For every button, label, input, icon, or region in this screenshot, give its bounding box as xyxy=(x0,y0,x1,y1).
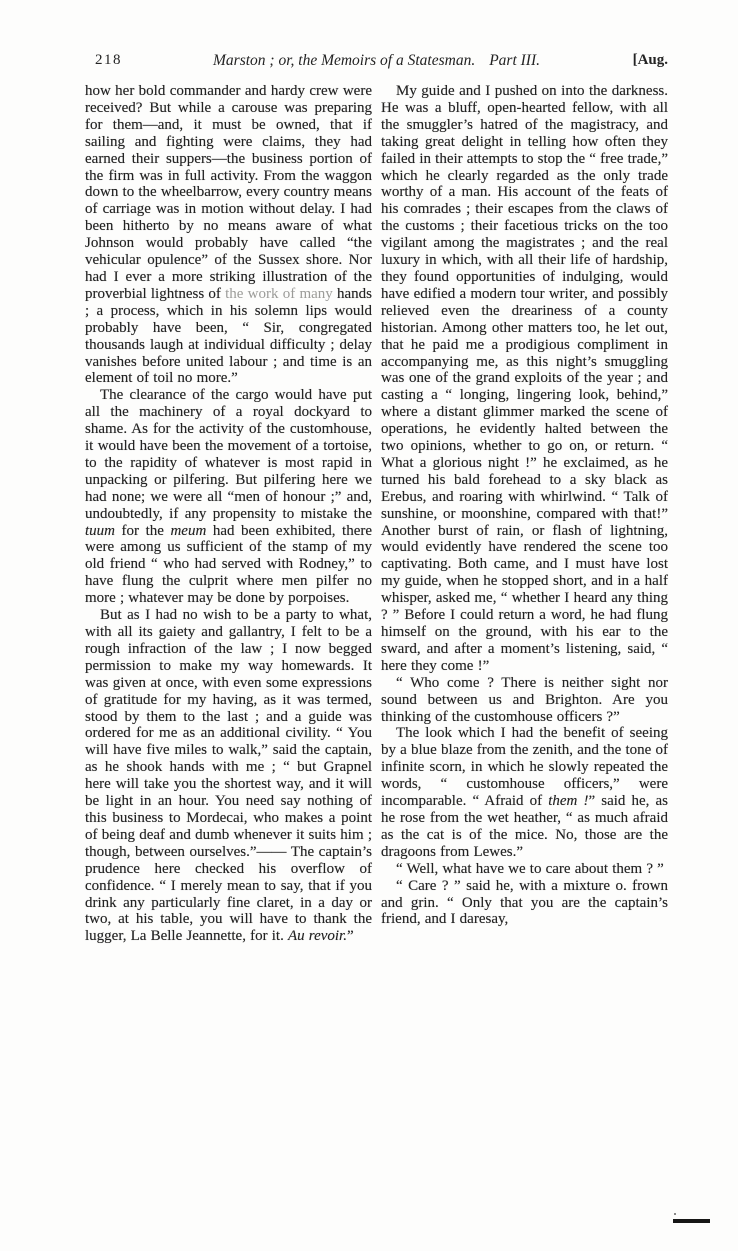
left-column xyxy=(85,83,372,945)
paragraph xyxy=(381,725,668,860)
paragraph xyxy=(381,861,668,878)
text-segment: the work of many xyxy=(225,285,333,302)
paragraph xyxy=(85,387,372,607)
text-segment: them ! xyxy=(548,793,589,810)
text-segment: “ Who come ? There is neither sight nor sound between us and Brighton. Are you thinking of the customhouse officers ?” xyxy=(381,674,668,725)
text-segment: “ Care ? ” said he, with a mixture o. frown and grin. “ Only that you are the captain’s friend, and I daresay, xyxy=(381,877,668,928)
text-segment: But as I had no wish to be a party to what, with all its gaiety and gallantry, I felt to be a rough infraction of the law ; I now begged permission to make my way homewards. It was given at once, with even some expressions of gratitude for my having, as it was termed, stood by them to the last ; and a guide was ordered for me as an additional civility. “ You will have five miles to walk,” said the captain, as he shook hands with me ; “ but Grapnel here will take you the shortest way, and it will be light in an hour. You need say nothing of this business to Mordecai, who makes a point of being deaf and dumb whenever it suits him ; though, between ourselves.”—— The captain’s prudence here checked his overflow of confidence. “ I merely mean to say, that if you drink any particularly fine claret, in a day or two, at his table, you will have to thank the lugger, La Belle Jeannette, for it. xyxy=(85,607,372,945)
paragraph xyxy=(381,878,668,929)
issue-date-marker: [Aug. xyxy=(632,52,668,68)
running-title: Marston ; or, the Memoirs of a Statesman. xyxy=(213,52,476,69)
text-segment: tuum xyxy=(85,522,115,539)
text-segment: The look which I had the benefit of seeing by a blue blaze from the zenith, and the tone of infinite scorn, in which he slowly repeated the words, “ customhouse officers,” were incomparable. “ Afraid of xyxy=(381,725,668,810)
paragraph xyxy=(85,607,372,945)
text-segment: how her bold commander and hardy crew were received? But while a carouse was preparing for them—and, it must be owned, that if sailing and fighting were claims, they had earned their suppers—the business portion of the firm was in full activity. From the waggon down to the wheelbarrow, every country means of carriage was in motion without delay. I had been hitherto by no means aware of what Johnson would probably have called “the vehicular opulence” of the Sussex shore. Nor had I ever a more striking illustration of the proverbial lightness of xyxy=(85,83,372,302)
paragraph xyxy=(85,83,372,387)
scan-speck-artifact xyxy=(674,1213,676,1215)
text-segment: had been exhibited, there were among us sufficient of the stamp of my old friend “ who had served with Rodney,” to have flung the culprit where men pilfer no more ; whatever may be done by porpoises. xyxy=(85,522,373,607)
running-head xyxy=(85,52,668,74)
text-segment: ” said he, as he rose from the wet heather, “ as much afraid as the cat is of the mice. No, those are the dragoons from Lewes.” xyxy=(381,793,668,860)
text-segment: Au revoir. xyxy=(287,928,347,945)
text-segment: for the xyxy=(115,522,171,539)
page-number: 218 xyxy=(95,52,122,68)
scan-bar-artifact xyxy=(673,1219,710,1223)
right-column xyxy=(381,83,668,928)
running-part: Part III. xyxy=(489,52,540,69)
text-segment: meum xyxy=(170,522,207,539)
paragraph xyxy=(381,675,668,726)
paragraph xyxy=(381,83,668,675)
text-segment: ” xyxy=(347,928,354,945)
text-segment: “ Well, what have we to care about them ? ” xyxy=(396,860,664,877)
text-segment: hands ; a process, which in his solemn lips would probably have been, “ Sir, congregated thousands laugh at individual difficulty ; delay vanishes before united labour ; and time is an element of toil no more.” xyxy=(85,285,372,387)
text-segment: The clearance of the cargo would have put all the machinery of a royal dockyard to shame. As for the activity of the customhouse, it would have been the movement of a tortoise, to the rapidity of whatever is most rapid in unpacking or pilfering. But pilfering here we had none; we were all “men of honour ;” and, undoubtedly, if any propensity to mistake the xyxy=(85,387,372,522)
text-segment: My guide and I pushed on into the darkness. He was a bluff, open-hearted fellow, with all the smuggler’s hatred of the magistracy, and taking great delight in telling how often they failed in their attempts to stop the “ free trade,” which he clearly regarded as the only trade worthy of a man. His account of the feats of his comrades ; their escapes from the claws of the customs ; their facetious tricks on the too vigilant among the magistrates ; and the real luxury in which, with all their life of hardship, they found opportunities of indulging, would have edified a modern tour writer, and possibly relieved even the dreariness of a county historian. Among other matters too, he let out, that he paid me a prodigious compliment in accompanying me, as this night’s smuggling was one of the grand exploits of the year ; and casting a “ longing, lingering look, behind,” where a distant glimmer marked the scene of operations, he evidently halted between the two opinions, whether to go on, or return. “ What a glorious night !” he exclaimed, as he turned his bald forehead to a sky black as Erebus, and roaring with whirlwind. “ Talk of sunshine, or moonshine, compared with that!” Another burst of rain, or flash of lightning, would evidently have rendered the scene too captivating. Both came, and I must have lost my guide, when he stopped short, and in a half whisper, asked me, “ whether I heard any thing ? ” Before I could return a word, he had flung himself on the ground, with his ear to the sward, and after a moment’s listening, said, “ here they come !” xyxy=(381,83,668,674)
